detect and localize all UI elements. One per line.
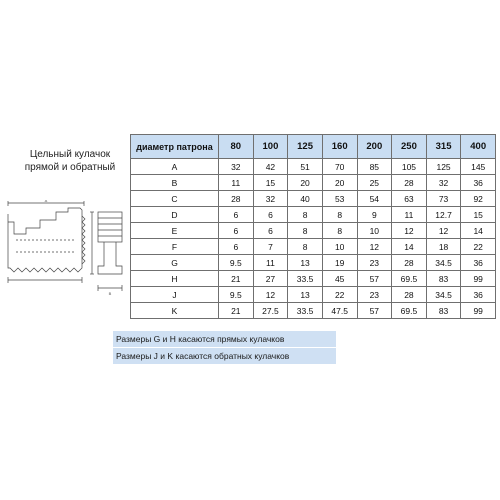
table-row bbox=[131, 255, 496, 271]
header-col: 315 bbox=[426, 135, 461, 159]
caption-line-2: прямой и обратный bbox=[24, 162, 116, 173]
table-cell: 57 bbox=[357, 303, 392, 319]
table-cell: 34.5 bbox=[426, 255, 461, 271]
table-cell: 27.5 bbox=[253, 303, 288, 319]
table-cell: 23 bbox=[357, 287, 392, 303]
table-cell: 15 bbox=[253, 175, 288, 191]
table-cell: 28 bbox=[392, 175, 427, 191]
header-col: 125 bbox=[288, 135, 323, 159]
table-cell: 47.5 bbox=[322, 303, 357, 319]
table-cell: 8 bbox=[288, 207, 323, 223]
row-label: C bbox=[131, 191, 219, 207]
header-col: 100 bbox=[253, 135, 288, 159]
table-cell: 6 bbox=[219, 239, 254, 255]
table-cell: 6 bbox=[219, 207, 254, 223]
table-cell: 53 bbox=[322, 191, 357, 207]
dimension-letter-a: A bbox=[44, 200, 48, 203]
header-chuck-diameter: диаметр патрона bbox=[131, 135, 219, 159]
table-cell: 36 bbox=[461, 175, 496, 191]
table-cell: 51 bbox=[288, 159, 323, 175]
table-cell: 63 bbox=[392, 191, 427, 207]
table-cell: 32 bbox=[426, 175, 461, 191]
table-cell: 12 bbox=[426, 223, 461, 239]
table-cell: 12.7 bbox=[426, 207, 461, 223]
table-cell: 13 bbox=[288, 255, 323, 271]
table-header-row bbox=[131, 135, 496, 159]
table-row bbox=[131, 223, 496, 239]
header-col: 200 bbox=[357, 135, 392, 159]
jaw-side-view-icon bbox=[90, 212, 122, 291]
table-cell: 8 bbox=[288, 239, 323, 255]
table-cell: 69.5 bbox=[392, 303, 427, 319]
table-cell: 14 bbox=[461, 223, 496, 239]
table-row bbox=[131, 303, 496, 319]
table-cell: 14 bbox=[392, 239, 427, 255]
table-cell: 12 bbox=[357, 239, 392, 255]
header-col: 160 bbox=[322, 135, 357, 159]
table-cell: 83 bbox=[426, 303, 461, 319]
table-cell: 36 bbox=[461, 255, 496, 271]
table-cell: 10 bbox=[357, 223, 392, 239]
table-cell: 11 bbox=[253, 255, 288, 271]
table-cell: 25 bbox=[357, 175, 392, 191]
table-body bbox=[131, 159, 496, 319]
table-cell: 57 bbox=[357, 271, 392, 287]
drawing-caption bbox=[12, 148, 128, 174]
table-cell: 15 bbox=[461, 207, 496, 223]
table-cell: 10 bbox=[322, 239, 357, 255]
table-cell: 23 bbox=[357, 255, 392, 271]
table-cell: 45 bbox=[322, 271, 357, 287]
table-cell: 6 bbox=[219, 223, 254, 239]
table-cell: 28 bbox=[392, 255, 427, 271]
row-label: H bbox=[131, 271, 219, 287]
table-cell: 32 bbox=[219, 159, 254, 175]
row-label: E bbox=[131, 223, 219, 239]
table-cell: 28 bbox=[219, 191, 254, 207]
table-cell: 11 bbox=[219, 175, 254, 191]
table-cell: 8 bbox=[322, 223, 357, 239]
table-cell: 12 bbox=[253, 287, 288, 303]
table-cell: 8 bbox=[288, 223, 323, 239]
table-cell: 125 bbox=[426, 159, 461, 175]
jaw-front-view-icon bbox=[8, 201, 85, 283]
dimension-letter-b: B bbox=[108, 291, 112, 296]
table-cell: 36 bbox=[461, 287, 496, 303]
caption-line-1: Цельный кулачок bbox=[29, 149, 111, 160]
table-cell: 9 bbox=[357, 207, 392, 223]
table-cell: 92 bbox=[461, 191, 496, 207]
header-col: 400 bbox=[461, 135, 496, 159]
table-row bbox=[131, 207, 496, 223]
table-cell: 22 bbox=[322, 287, 357, 303]
table-cell: 70 bbox=[322, 159, 357, 175]
table-cell: 33.5 bbox=[288, 303, 323, 319]
table-cell: 11 bbox=[392, 207, 427, 223]
table-row bbox=[131, 239, 496, 255]
table-cell: 13 bbox=[288, 287, 323, 303]
table-cell: 42 bbox=[253, 159, 288, 175]
table-cell: 145 bbox=[461, 159, 496, 175]
note-j-k: Размеры J и K касаются обратных кулачков bbox=[113, 348, 336, 364]
table-cell: 40 bbox=[288, 191, 323, 207]
table-cell: 85 bbox=[357, 159, 392, 175]
table-cell: 20 bbox=[322, 175, 357, 191]
header-col: 80 bbox=[219, 135, 254, 159]
table-cell: 18 bbox=[426, 239, 461, 255]
table-row bbox=[131, 175, 496, 191]
table-cell: 73 bbox=[426, 191, 461, 207]
row-label: J bbox=[131, 287, 219, 303]
table-row bbox=[131, 191, 496, 207]
table-cell: 8 bbox=[322, 207, 357, 223]
table-cell: 69.5 bbox=[392, 271, 427, 287]
table-cell: 28 bbox=[392, 287, 427, 303]
table-cell: 20 bbox=[288, 175, 323, 191]
table-cell: 83 bbox=[426, 271, 461, 287]
table-row bbox=[131, 271, 496, 287]
note-g-h: Размеры G и H касаются прямых кулачков bbox=[113, 331, 336, 347]
table-cell: 27 bbox=[253, 271, 288, 287]
table-cell: 99 bbox=[461, 271, 496, 287]
jaw-technical-drawing bbox=[6, 200, 128, 308]
table-row bbox=[131, 287, 496, 303]
row-label: K bbox=[131, 303, 219, 319]
table-cell: 7 bbox=[253, 239, 288, 255]
table-cell: 34.5 bbox=[426, 287, 461, 303]
row-label: G bbox=[131, 255, 219, 271]
table-cell: 22 bbox=[461, 239, 496, 255]
row-label: D bbox=[131, 207, 219, 223]
table-cell: 6 bbox=[253, 207, 288, 223]
table-cell: 19 bbox=[322, 255, 357, 271]
table-cell: 32 bbox=[253, 191, 288, 207]
table-row bbox=[131, 159, 496, 175]
table-cell: 99 bbox=[461, 303, 496, 319]
table-cell: 105 bbox=[392, 159, 427, 175]
table-cell: 9.5 bbox=[219, 255, 254, 271]
table-cell: 9.5 bbox=[219, 287, 254, 303]
chuck-jaw-dimension-table bbox=[130, 134, 496, 319]
row-label: A bbox=[131, 159, 219, 175]
table-cell: 21 bbox=[219, 303, 254, 319]
header-col: 250 bbox=[392, 135, 427, 159]
table-cell: 21 bbox=[219, 271, 254, 287]
table-cell: 12 bbox=[392, 223, 427, 239]
table-cell: 54 bbox=[357, 191, 392, 207]
row-label: B bbox=[131, 175, 219, 191]
table-cell: 33.5 bbox=[288, 271, 323, 287]
table-cell: 6 bbox=[253, 223, 288, 239]
row-label: F bbox=[131, 239, 219, 255]
